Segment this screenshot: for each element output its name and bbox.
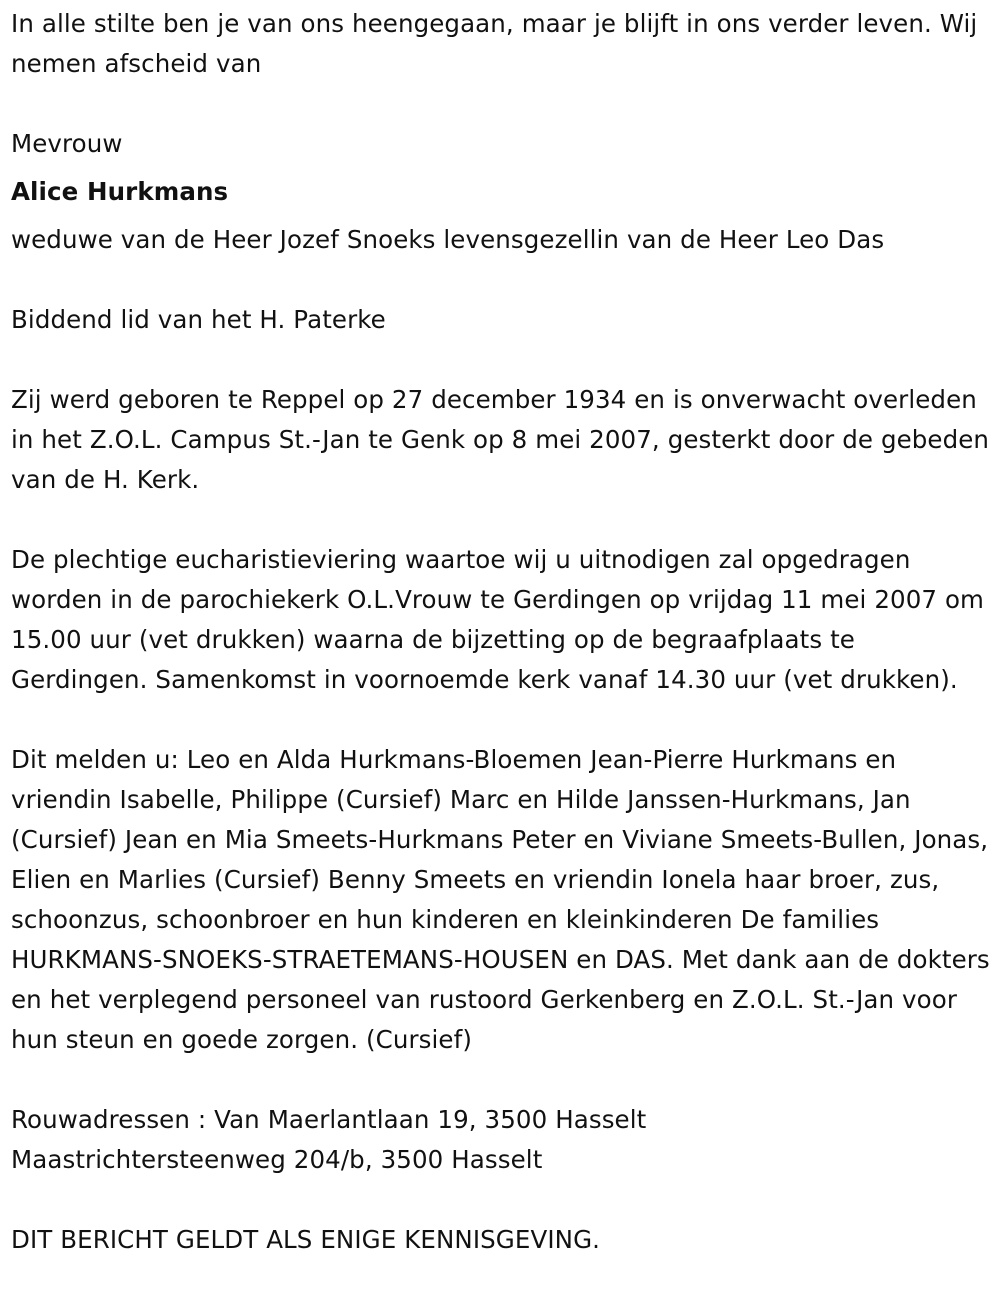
spacer <box>11 340 996 380</box>
mourning-address-1: Rouwadressen : Van Maerlantlaan 19, 3500 Hasselt <box>11 1105 647 1134</box>
birth-death-text: Zij werd geboren te Reppel op 27 december 1934 en is onverwacht overleden in het Z.O.L. Campus St.-Jan te Genk op 8 mei 2007, gesterkt door de gebeden van de H. Kerk. <box>11 385 990 494</box>
intro-text: In alle stilte ben je van ons heengegaan, maar je blijft in ons verder leven. Wij nemen afscheid van <box>11 9 978 78</box>
spacer <box>11 260 996 300</box>
spacer <box>11 1180 996 1220</box>
spacer <box>11 500 996 540</box>
membership-text: Biddend lid van het H. Paterke <box>11 305 386 334</box>
closing-text: DIT BERICHT GELDT ALS ENIGE KENNISGEVING. <box>11 1225 601 1254</box>
mourning-address-2: Maastrichtersteenweg 204/b, 3500 Hasselt <box>11 1145 543 1174</box>
death-notice <box>11 4 996 1260</box>
spacer <box>11 1060 996 1100</box>
ceremony-text: De plechtige eucharistieviering waartoe wij u uitnodigen zal opgedragen worden in de parochiekerk O.L.Vrouw te Gerdingen op vrijdag 11 mei 2007 om 15.00 uur (vet drukken) waarna de bijzetting op de begraafplaats te Gerdingen. Samenkomst in voornoemde kerk vanaf 14.30 uur (vet drukken). <box>11 545 985 694</box>
relation-text: weduwe van de Heer Jozef Snoeks levensgezellin van de Heer Leo Das <box>11 225 885 254</box>
salutation: Mevrouw <box>11 129 123 158</box>
spacer <box>11 84 996 124</box>
deceased-name: Alice Hurkmans <box>11 177 229 206</box>
family-text: Dit melden u: Leo en Alda Hurkmans-Bloemen Jean-Pierre Hurkmans en vriendin Isabelle, Philippe (Cursief) Marc en Hilde Janssen-Hurkmans, Jan (Cursief) Jean en Mia Smeets-Hurkmans Peter en Viviane Smeets-Bullen, Jonas, Elien en Marlies (Cursief) Benny Smeets en vriendin Ionela haar broer, zus, schoonzus, schoonbroer en hun kinderen en kleinkinderen De families HURKMANS-SNOEKS-STRAETEMANS-HOUSEN en DAS. Met dank aan de dokters en het verplegend personeel van rustoord Gerkenberg en Z.O.L. St.-Jan voor hun steun en goede zorgen. (Cursief) <box>11 745 990 1054</box>
spacer <box>11 700 996 740</box>
